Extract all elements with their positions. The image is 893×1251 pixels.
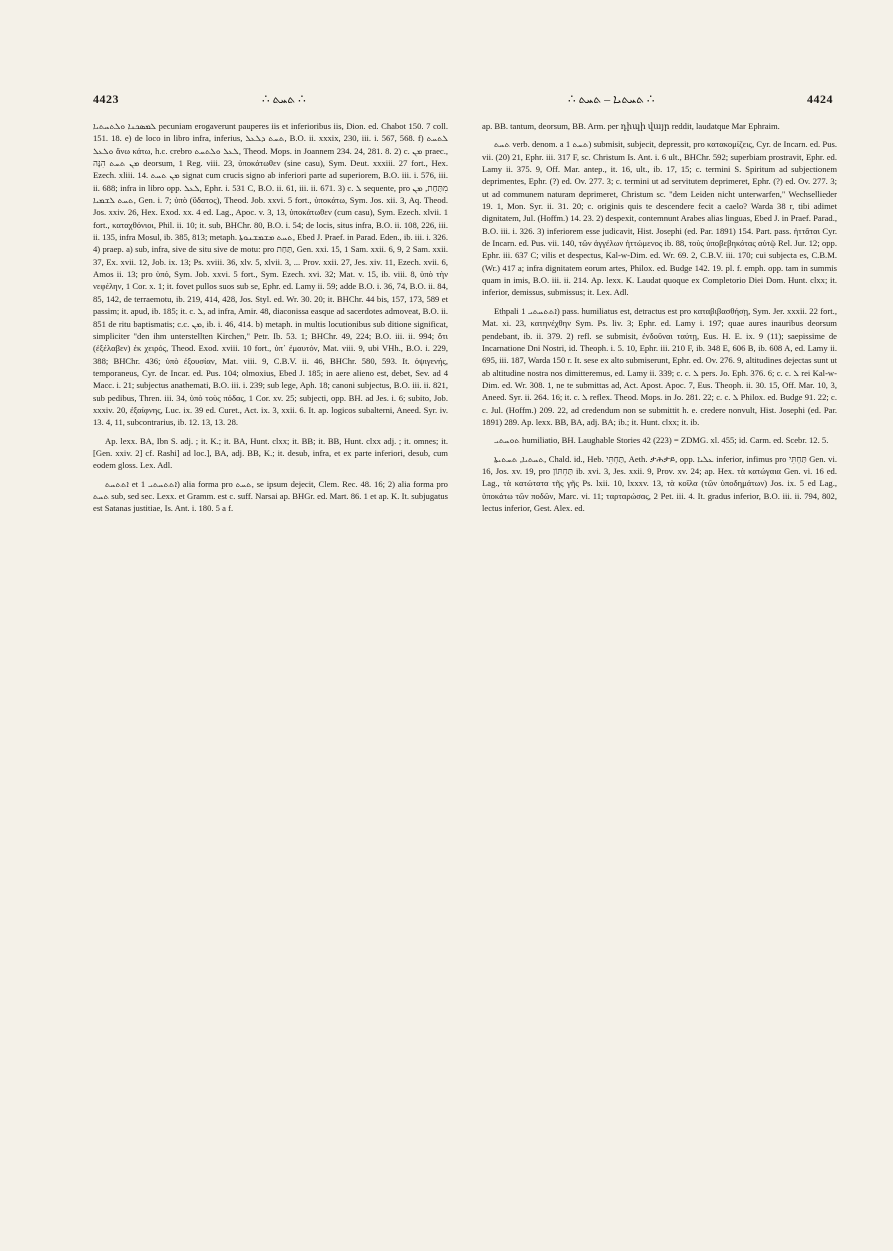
entry-paragraph: ܠܡܣܟܢܐ ܘܠܬܚܬܝܐ pecuniam erogaverunt pauperes iis et inferioribus iis, Dion. ed. Chabot 150. 7 coll. 151. 18. e) de loco in libro infra, inferius, ܬܚܬ ܕܠܥܠ, B.O. ii. xxxix, 230, iii. i. 567, 568. f) ܠܬܚܬ ܘܠܥܠ ἄνω κάτω, h.c. crebro ܠܥܠ ܘܠܬܚܬ, Theod. Mops. in Joannem 234. 24, 281. 8. 2) c. ܡܢ praec., ܡܢ ܬܚܬ הִנָּה deorsum, 1 Reg. viii. 23, ὑποκάτωθεν (sine casu), Sym. Deut. xxxiii. 27 fort., Hex. Ezech. xliii. 14. ܡܢ ܬܚܬ signat cum crucis signo ab inferiori parte ad superiorem, B.O. iii. i. 576, iii. ii. 688; infra in libro opp. ܠܥܠ, Ephr. i. 531 C, B.O. ii. 61, iii. ii. 671. 3) c. ܠ sequente, pro מִתַּחַת, ܡܢ ܬܚܬ ܠܫܡܝܐ, Gen. i. 7; ὑπὸ (ὕδατος), Theod. Job. xxvi. 5 fort., ὑποκάτω, Sym. Jos. xii. 3, Aq. Theod. Jos. xxiv. 26, Hex. Exod. xx. 4 ed. Lag., Apoc. v. 3, 13, ὑποκάτωθεν (cum casu), Sym. Ezech. xlvii. 1 fort., καταχθόνιοι, Phil. ii. 10; it. sub, BHChr. 80, B.O. i. 54; de locis, situs infra, B.O. ii. 108, 226, iii. ii. 135, infra Mosul, ib. 385, 813; metaph. ܬܚܬ ܡܫܡܫܢܘܬܐ, Ebed J. Praef. in Parad. Eden., ib. iii. i. 326. 4) praep. a) sub, infra, sive de situ sive de motu: pro תַּחַת, Gen. xxi. 15, 1 Sam. xxii. 6, 9, 2 Sam. xxii. 37, Ex. xvii. 12, Job. ix. 13; Ps. xviii. 36, xlv. 5, xlvii. 3, ... Prov. xxii. 27, Jes. xiv. 11, Ezech. xvii. 6, Amos ii. 13; pro ὑπό, Sym. Job. xxvi. 5 fort., Sym. Ezech. xvi. 32; Mat. v. 15, ib. viii. 8, ὑπὸ τὴν νεφέλην, 1 Cor. x. 1; it. fovet pullos suos sub se, Ephr. ed. Lamy ii. 59; adde B.O. i. 36, 74, B.O. ii. 84, 85, 142, de terraemotu, ib. 219, 414, 428, Jos. Styl. ed. Wr. 30. 20; it. BHChr. 44 bis, 157, 173, 589 et passim; it. apud, ib. 185; it. c. ܠ, ad infra, Amir. 48, diaconissa easque ad sacerdotes admoveat, B.O. ii. 851 de ritu baptismatis; c.c. ܡܢ, ib. i. 46, 414. b) metaph. in multis locutionibus sub ditione significat, simpliciter "den ihm unterstellten Kirchen," Petr. Ib. 53. 1; BHChr. 49, 224; B.O. iii. ii. 994; ὅτι (ἐξέλαβεν) ἐκ χειρός, Theod. Exod. xviii. 10 fort., ὑπ᾽ ἐμαυτόν, Mat. viii. 9, ubi VHh., B.O. i. 229, 388; BHChr. 436; ὑπὸ ἐξουσίαν, Mat. viii. 9, C.B.V. ii. 46, BHChr. 580, 593. It. ὀψιγενής, temporaneus, Cyr. de Incar. ed. Pus. 104; olmoxius, Ebed J. 185; in aere alieno est, debet, Sev. ad 4 Macc. i. 21; subjectus anathemati, B.O. iii. i. 239; sub lege, Aph. 18; canoni subjectus, B.O. iii. ii. 821, sub pedibus, Thren. iii. 34, ὑπὸ τοὺς πόδας, 1 Cor. xv. 25; subjecti, opp. BH. ad Jes. i. 6; subito, Job. xxxiv. 20, ἐξαίφνης, Luc. ix. 39 ed. Curet., Act. ix. 3, xxii. 6. It. ap. logicos subalterni, Aneed. Syr. iv. 13. 4, 11, subcontrarius, ib. 12. 13, 13. 28.	[93, 121, 449, 428]
entry-paragraph: Ethpali ܐܬܬܚܬܝ 1) pass. humiliatus est, detractus est pro καταβιβασθήσῃ, Sym. Jer. xxxii. 22 fort., Mat. xi. 23, κατηνέχθην Sym. Ps. liv. 3; Ephr. ed. Lamy i. 197; quae aures inauribus deorsum pendebant, ib. ii. 379. 2) refl. se submisit, ἐνδοῦναι ταύτῃ, Eus. H. E. ix. 9 (11); saepissime de Incarnatione Dni Nostri, id. Theoph. i. 5. 10, Ephr. iii. 210 F, ib. 348 E, 606 B, ib. 608 A, ed. Lamy ii. 695, iii. 187, Warda 150 r. It. sese ex alto submiserunt, Ephr. ed. Ov. 276. 9, altitudines dejectas sunt ut ab altitudine nostra nos dimitteremus, ed. Lamy ii. 339; c. c. ܠ pers. Jo. Eph. 376. 6; c. c. ܠ rei Kal-w-Dim. ed. Wr. 308. 1, ne te submittas ad, Act. Apost. Apoc. 7, Eus. Theoph. ii. 30. 15, Off. Mar. 10, 3, Aneed. Syr. ii. 264. 16; it. c. ܠ reflex. Theod. Mops. in Jo. 281. 22; c. c. ܠ Philox. ed. Budge 91. 22; c. c. Jul. (Hoffm.) 209. 22, ad credendum non se submittit h. e. credere nonvult, Hist. Josephi (ed. Par. 1891) 289. Ap. lexx. BB, BA, adj. BA; ib.; it. Hunt. clxx; it. ib.	[482, 305, 838, 427]
entry-paragraph: ܬܚܬܝܐ, ܬܚܬܝܬܐ, Chald. id., Heb. תַּחְתִּי, Aeth. ታሕታይ, opp. ܥܠܝܐ inferior, infimus pro תַּחְתִּי Gen. vi. 16, Jos. xv. 19, pro תַּחְתּוֹן ib. xvi. 3, Jes. xxii. 9, Prov. xv. 24; ap. Hex. τὰ κατώγαια Gen. vi. 16 ed. Lag., τὰ κατώτατα τῆς γῆς Ps. lxii. 10, lxxxv. 13, τὰ κοῖλα (τῶν ὑποδημάτων) Jos. ix. 5 ed Lag., ὑποκάτω τῶν ποδῶν, Marc. vi. 11; ταρταρώσας, 2 Pet. iii. 4. It. gradus inferior, B.O. iii. ii. 794, 802, lectus inferior, Gest. Alex. ed.	[482, 453, 838, 513]
running-head-left: ∴ ܬܚܬ ∴	[262, 92, 306, 106]
page-number-left: 4423	[93, 92, 119, 106]
right-column	[482, 120, 837, 516]
running-head-right: ∴ ܬܚܬܝܐ – ܬܚܬ ∴	[568, 92, 655, 106]
entry-paragraph: ܐܬܬܚܬ et ܐܬܬܚܬܝ 1) alia forma pro ܬܚܬ, se ipsum dejecit, Clem. Rec. 48. 16; 2) alia forma pro ܬܚܬ sub, sed sec. Lexx. et Gramm. est c. suff. Narsai ap. BHGr. ed. Mart. 86. 1 et ap. K. It. subjugatus est Satanas justitiae, Is. Ant. i. 180. 5 a f.	[93, 478, 448, 514]
page-number-right: 4424	[807, 92, 833, 106]
left-column	[93, 120, 448, 517]
entry-paragraph: ܬܘܚܬܝ humiliatio, BH. Laughable Stories 42 (223) = ZDMG. xl. 455; id. Carm. ed. Scebr. 12. 5.	[494, 435, 829, 446]
entry-paragraph: ap. BB. tantum, deorsum, BB. Arm. per դիպի վայր reddit, laudatque Mar Ephraim.	[482, 121, 780, 131]
entry-paragraph: ܬܚܬ verb. denom. a ܬܚܬ 1) submisit, subjecit, depressit, pro κατακομίζεις, Cyr. de Incarn. ed. Pus. vii. (20) 21, Ephr. iii. 317 F, sc. Christum Is. Ant. i. 6 ult., BHChr. 592; superbiam prostravit, Ephr. ed. Lamy ii. 375. 9, Off. Mar. antep., it. 16, ult., ib. 17, 15; c. termini S. Spiritum ad subjectionem deprimentes, Ephr. (?) ed. Ov. 277. 3; c. termini ut ad servitutem deprimeret, Ephr. (?) ed. Ov. 277. 3; ut ad communem naturam deprimeret, Christum sc. "dem Leiden nicht unterwarfen," Wechsellieder 19. 1, Mon. Syr. ii. 31. 20; c. originis quis te descendere fecit a caelo? Warda 38 r, tibi adimet dignitatem, Jul. (Hoffm.) 14. 23. 2) despexit, contemnunt Arabes alias linguas, Ebed J. in Praef. Parad., B.O. iii. i. 326. 3) inferiorem esse judicavit, Hist. Josephi (ed. Par. 1891) 154. Part. pass. ἡττᾶται Cyr. de Incarn. ed. Pus. vii. 140, τῶν ἀγγέλων ἡττώμενος ib. 88, τοὺς ὑποβεβηκότας αὐτῷ Rel. Jur. 12; opp. Ephr. iii. 637 C; vilis et despectus, Kal-w-Dim. ed. Wr. 69. 2, C.B.V. iii. 170; cui subjecta es, C.B.M. (Wr.) 417 a; infra dignitatem eorum artes, Philox. ed. Budge 142. 19. pl. f. emph. opp. tam in summis quam in imis, B.O. iii. ii. 214. Ap. lexx. K. Laudat quoque ex Completorio Diei Dom. Hunt. clxx; it. inferior, demissus, submissus; it. Lex. Adl.	[482, 139, 837, 298]
entry-paragraph: Ap. lexx. BA, Ibn S. adj. ; it. K.; it. BA, Hunt. clxx; it. BB; it. BB, Hunt. clxx adj. ; it. omnes; it. [Gen. xxiv. 2] cf. Rashi] ad loc.], BA, adj. BB, K.; it. desub, infra, et ex parte inferiori, desub, cum eodem gloss. Lex. Adl.	[93, 435, 448, 471]
